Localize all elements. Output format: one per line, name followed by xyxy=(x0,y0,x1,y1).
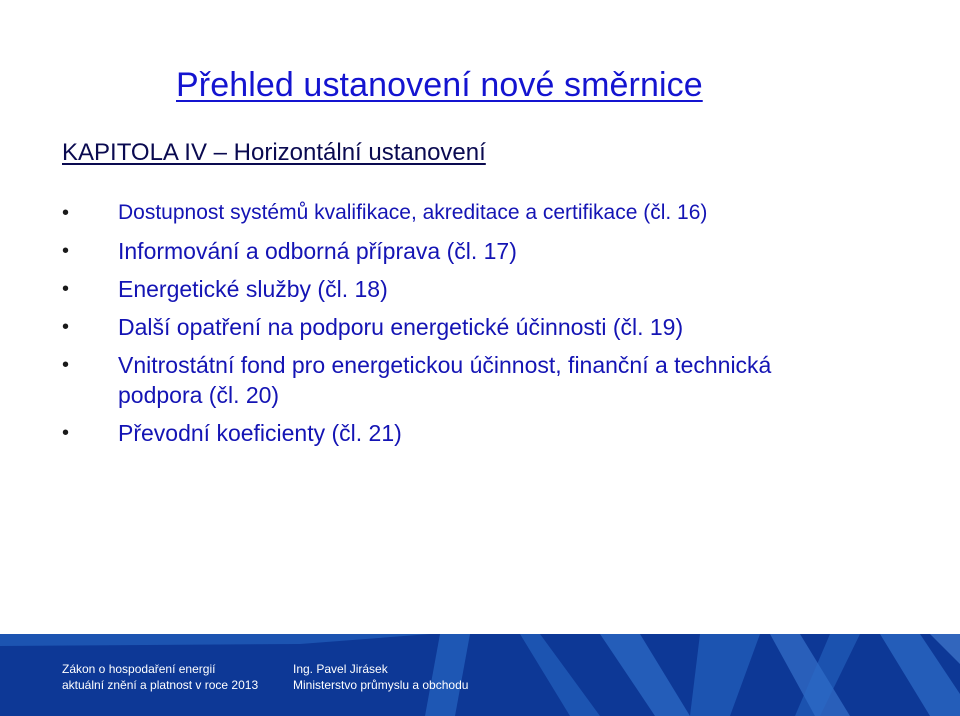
list-item xyxy=(62,350,818,410)
list-item xyxy=(62,274,898,304)
list-item-text: Energetické služby (čl. 18) xyxy=(118,276,388,302)
bullet-icon: • xyxy=(62,422,70,444)
footer-left-line2: aktuální znění a platnost v roce 2013 xyxy=(62,678,259,692)
list-item-text: Další opatření na podporu energetické účinnosti (čl. 19) xyxy=(118,314,684,340)
list-item xyxy=(62,312,898,342)
list-item-text: Vnitrostátní fond pro energetickou účinnost, finanční a technická podpora (čl. 20) xyxy=(118,352,772,408)
bullet-icon: • xyxy=(62,278,70,300)
bullet-icon: • xyxy=(62,240,70,262)
footer-bar xyxy=(0,634,960,716)
bullet-icon: • xyxy=(62,202,70,224)
footer-left-line1: Zákon o hospodaření energií xyxy=(62,662,216,676)
footer-right-line1: Ing. Pavel Jirásek xyxy=(293,662,388,676)
list-item xyxy=(62,198,898,228)
list-item xyxy=(62,236,898,266)
list-item-text: Převodní koeficienty (čl. 21) xyxy=(118,420,402,446)
slide-title: Přehled ustanovení nové směrnice xyxy=(176,66,703,104)
list-item-text: Informování a odborná příprava (čl. 17) xyxy=(118,238,517,264)
list-item-text: Dostupnost systémů kvalifikace, akreditace a certifikace (čl. 16) xyxy=(118,201,708,224)
bullet-icon: • xyxy=(62,316,70,338)
bullet-icon: • xyxy=(62,354,70,376)
list-item xyxy=(62,418,898,448)
bullet-list xyxy=(0,198,960,456)
chapter-heading: KAPITOLA IV – Horizontální ustanovení xyxy=(62,139,486,166)
footer-right-line2: Ministerstvo průmyslu a obchodu xyxy=(293,678,469,692)
